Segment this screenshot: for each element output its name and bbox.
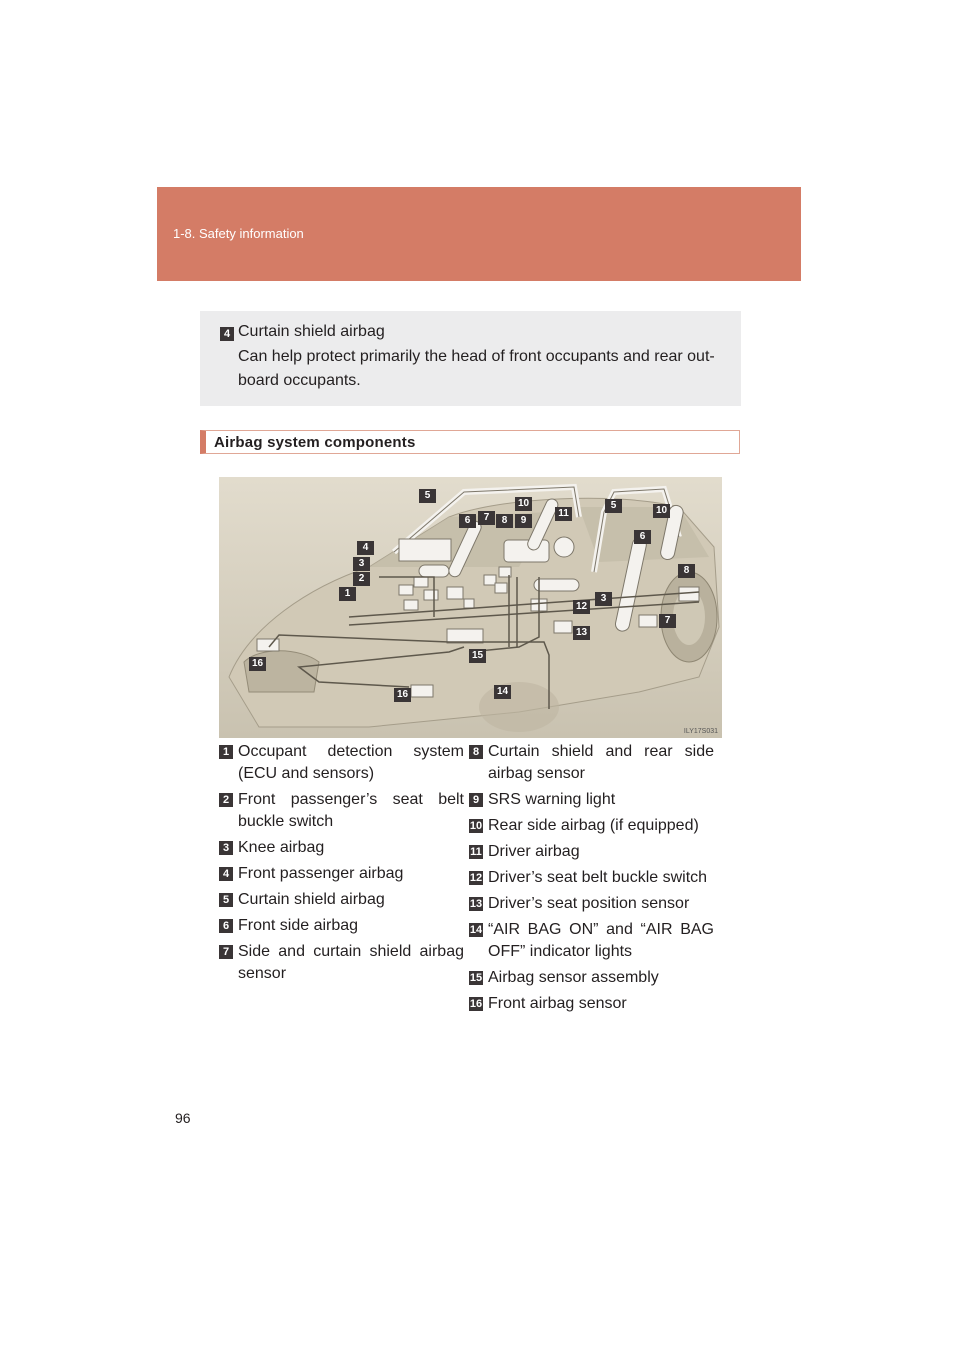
section-title: 1-8. Safety information (173, 226, 304, 241)
list-item (469, 789, 714, 811)
item-label: “AIR BAG ON” and “AIR BAG OFF” indicator lights (488, 921, 714, 960)
subheading-text: Airbag system components (214, 434, 416, 451)
callout-7b: 7 (659, 614, 676, 628)
item-label: Driver’s seat position sensor (488, 895, 690, 912)
callout-3b: 3 (595, 592, 612, 606)
list-item (469, 841, 714, 863)
item-number-badge: 11 (470, 846, 482, 858)
item-number-badge: 14 (469, 924, 483, 936)
list-item (469, 919, 714, 963)
callout-2: 2 (353, 572, 370, 586)
item-label: Driver airbag (488, 843, 580, 860)
item-number-badge: 10 (469, 820, 483, 832)
info-box (200, 311, 741, 406)
list-item (219, 741, 464, 785)
item-number-badge: 1 (219, 745, 233, 759)
list-item (219, 837, 464, 859)
callout-6b: 6 (634, 530, 651, 544)
callout-16b: 16 (394, 688, 411, 702)
callout-3: 3 (353, 557, 370, 571)
item-label: Front airbag sensor (488, 995, 627, 1012)
info-description: Can help protect primarily the head of front occupants and rear out-board occupants. (238, 348, 715, 389)
subheading (200, 430, 740, 454)
item-label: SRS warning light (488, 791, 616, 808)
item-number-badge: 6 (219, 919, 233, 933)
info-title: Curtain shield airbag (238, 323, 385, 340)
callout-7: 7 (478, 511, 495, 525)
illustration-code: ILY17S031 (683, 728, 718, 735)
item-label: Curtain shield airbag (238, 891, 385, 908)
item-label: Front side airbag (238, 917, 359, 934)
callout-10b: 10 (653, 504, 670, 518)
item-label: Front passenger airbag (238, 865, 404, 882)
item-number-badge: 3 (219, 841, 233, 855)
item-label: Airbag sensor assembly (488, 969, 659, 986)
callout-5b: 5 (605, 499, 622, 513)
list-item (219, 889, 464, 911)
item-label: Knee airbag (238, 839, 325, 856)
callout-8b: 8 (678, 564, 695, 578)
callout-5: 5 (419, 489, 436, 503)
callout-16: 16 (249, 657, 266, 671)
page-number: 96 (175, 1110, 191, 1126)
callout-10: 10 (515, 497, 532, 511)
components-list-left (219, 741, 464, 989)
item-label: Front passenger’s seat belt buckle switch (238, 791, 464, 830)
item-label: Side and curtain shield airbag sensor (238, 943, 464, 982)
info-number-badge: 4 (220, 327, 234, 341)
item-number-badge: 4 (219, 867, 233, 881)
item-label: Rear side airbag (if equipped) (488, 817, 699, 834)
callout-6: 6 (459, 514, 476, 528)
callout-15: 15 (469, 649, 486, 663)
callout-13: 13 (573, 626, 590, 640)
item-label: Occupant detection system (ECU and sensors) (238, 743, 464, 782)
callout-1: 1 (339, 587, 356, 601)
item-number-badge: 2 (219, 793, 233, 807)
list-item (219, 789, 464, 833)
list-item (219, 941, 464, 985)
list-item (469, 893, 714, 915)
item-number-badge: 16 (469, 998, 483, 1010)
item-number-badge: 15 (469, 972, 483, 984)
item-label: Curtain shield and rear side airbag sensor (488, 743, 714, 782)
item-number-badge: 12 (469, 872, 483, 884)
callout-9: 9 (515, 514, 532, 528)
airbag-diagram (219, 477, 722, 738)
list-item (219, 863, 464, 885)
callout-12: 12 (573, 600, 590, 614)
item-number-badge: 8 (469, 745, 483, 759)
list-item (469, 993, 714, 1015)
list-item (469, 967, 714, 989)
item-label: Driver’s seat belt buckle switch (488, 869, 708, 886)
list-item (469, 741, 714, 785)
callout-8: 8 (496, 514, 513, 528)
callout-14: 14 (494, 685, 511, 699)
item-number-badge: 13 (469, 898, 483, 910)
list-item (219, 915, 464, 937)
item-number-badge: 9 (469, 793, 483, 807)
components-list-right (469, 741, 714, 1019)
item-number-badge: 7 (219, 945, 233, 959)
list-item (469, 867, 714, 889)
list-item (469, 815, 714, 837)
item-number-badge: 5 (219, 893, 233, 907)
callout-11: 11 (555, 507, 572, 521)
callout-4: 4 (357, 541, 374, 555)
